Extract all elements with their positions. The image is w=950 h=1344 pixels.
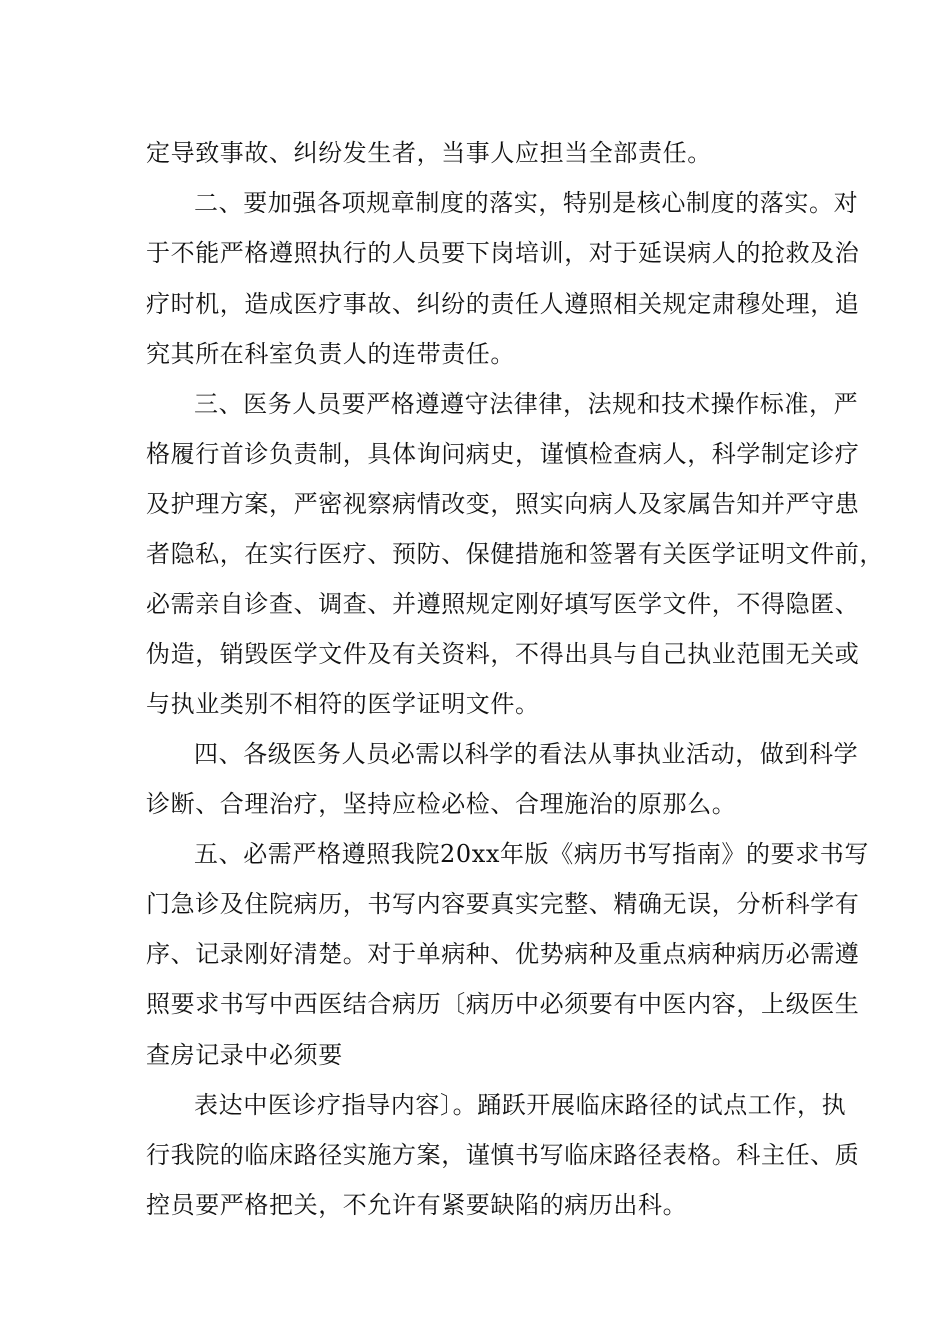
paragraph-2-first-line: 二、要加强各项规章制度的落实，特别是核心制度的落实。对 — [194, 189, 859, 217]
text-line: 与执业类别不相符的医学证明文件。 — [146, 690, 540, 718]
paragraph-6-first-line: 表达中医诊疗指导内容〕。踊跃开展临床路径的试点工作，执 — [194, 1091, 847, 1119]
text-line: 者隐私，在实行医疗、预防、保健措施和签署有关医学证明文件前， — [146, 540, 884, 568]
paragraph-4-first-line: 四、各级医务人员必需以科学的看法从事执业活动，做到科学 — [194, 740, 859, 768]
text-line: 序、记录刚好清楚。对于单病种、优势病种及重点病种病历必需遵 — [146, 940, 860, 968]
text-line: 疗时机，造成医疗事故、纠纷的责任人遵照相关规定肃穆处理，追 — [146, 290, 860, 318]
text-line: 照要求书写中西医结合病历〔病历中必须要有中医内容，上级医生 — [146, 990, 860, 1018]
text-line: 伪造，销毁医学文件及有关资料，不得出具与自己执业范围无关或 — [146, 640, 860, 668]
text-line: 查房记录中必须要 — [146, 1041, 343, 1069]
text-line: 行我院的临床路径实施方案，谨慎书写临床路径表格。科主任、质 — [146, 1141, 860, 1169]
text-line: 控员要严格把关，不允许有紧要缺陷的病历出科。 — [146, 1191, 688, 1219]
paragraph-5-first-line: 五、必需严格遵照我院20xx年版《病历书写指南》的要求书写 — [194, 840, 870, 868]
text-line: 必需亲自诊查、调查、并遵照规定刚好填写医学文件，不得隐匿、 — [146, 590, 860, 618]
text-line: 于不能严格遵照执行的人员要下岗培训，对于延误病人的抢救及治 — [146, 239, 860, 267]
text-line: 格履行首诊负责制，具体询问病史，谨慎检查病人，科学制定诊疗 — [146, 440, 860, 468]
text-line: 定导致事故、纠纷发生者，当事人应担当全部责任。 — [146, 139, 712, 167]
text-line: 诊断、合理治疗，坚持应检必检、合理施治的原那么。 — [146, 790, 737, 818]
paragraph-3-first-line: 三、医务人员要严格遵遵守法律律，法规和技术操作标准，严 — [194, 390, 859, 418]
text-line: 究其所在科室负责人的连带责任。 — [146, 340, 515, 368]
text-line: 门急诊及住院病历，书写内容要真实完整、精确无误，分析科学有 — [146, 890, 860, 918]
text-line: 及护理方案，严密视察病情改变，照实向病人及家属告知并严守患 — [146, 490, 860, 518]
